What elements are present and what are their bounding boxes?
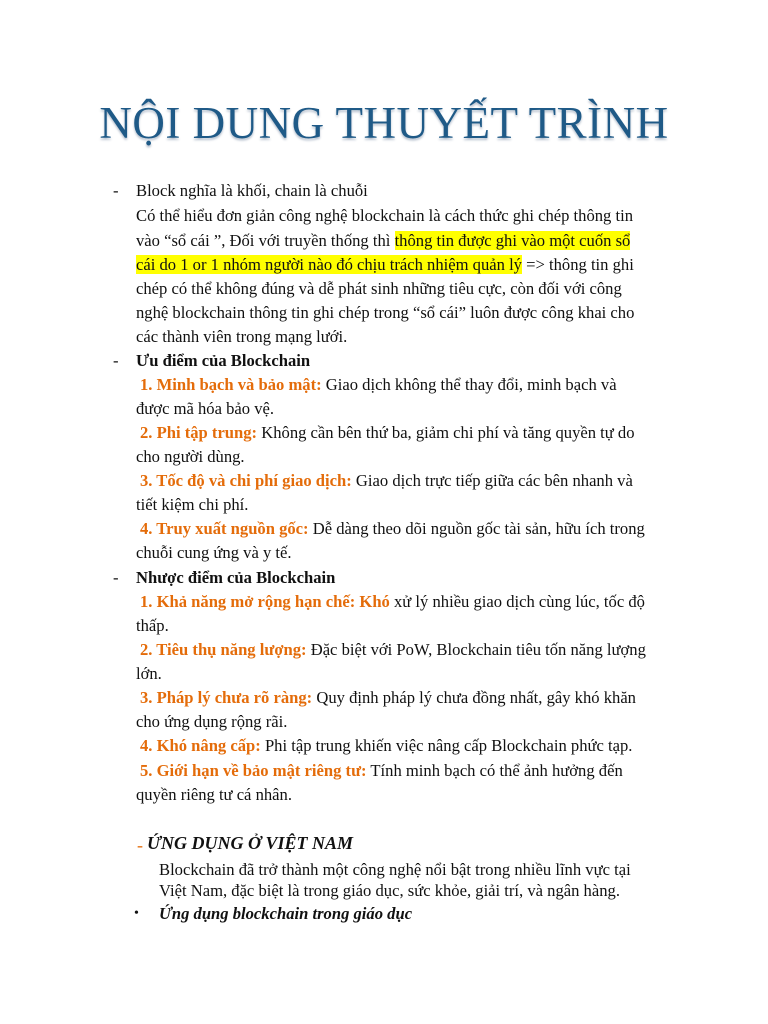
- list-dash: -: [113, 568, 119, 587]
- item-label: 1. Minh bạch và bảo mật:: [140, 375, 322, 394]
- item-text: Phi tập trung khiến việc nâng cấp Blockchain phức tạp.: [260, 736, 633, 755]
- intro-line: Block nghĩa là khối, chain là chuỗi: [136, 181, 368, 200]
- disadvantage-item: [140, 735, 632, 757]
- item-text: Tính minh bạch có thể ảnh hưởng đến: [366, 761, 623, 780]
- intro-text: vào “sổ cái ”, Đối với truyền thống thì: [136, 231, 395, 250]
- advantage-item: [140, 422, 635, 444]
- item-text: cho ứng dụng rộng rãi.: [136, 712, 288, 731]
- disadvantage-item: [140, 639, 646, 661]
- item-label: 1. Khả năng mở rộng hạn chế: Khó: [140, 592, 390, 611]
- intro-line: Có thể hiểu đơn giản công nghệ blockchain là cách thức ghi chép thông tin: [136, 206, 634, 225]
- intro-line: [136, 254, 634, 276]
- intro-text: => thông tin ghi: [521, 255, 634, 274]
- intro-line: [136, 230, 630, 252]
- item-text: Quy định pháp lý chưa đồng nhất, gây khó khăn: [312, 688, 636, 707]
- intro-line: nghệ blockchain thông tin ghi chép trong “sổ cái” luôn được công khai cho: [136, 303, 635, 322]
- advantages-heading: Ưu điểm của Blockchain: [136, 351, 311, 370]
- section-dash: -: [137, 835, 143, 855]
- item-text: được mã hóa bảo vệ.: [136, 399, 275, 418]
- item-text: thấp.: [136, 616, 169, 635]
- item-text: chuỗi cung ứng và y tế.: [136, 543, 292, 562]
- item-label: 2. Tiêu thụ năng lượng:: [140, 640, 307, 659]
- disadvantage-item: [140, 687, 636, 709]
- page-title: NỘI DUNG THUYẾT TRÌNH: [99, 98, 669, 148]
- bullet-item: Ứng dụng blockchain trong giáo dục: [159, 904, 413, 923]
- item-label: 3. Pháp lý chưa rõ ràng:: [140, 688, 313, 707]
- section-heading: ỨNG DỤNG Ở VIỆT NAM: [147, 833, 353, 853]
- disadvantage-item: [140, 591, 645, 613]
- bullet-icon: •: [134, 906, 139, 921]
- item-text: cho người dùng.: [136, 447, 245, 466]
- item-text: Không cần bên thứ ba, giảm chi phí và tăng quyền tự do: [257, 423, 635, 442]
- item-label: 3. Tốc độ và chi phí giao dịch:: [140, 471, 352, 490]
- item-text: Dễ dàng theo dõi nguồn gốc tài sản, hữu ích trong: [308, 519, 645, 538]
- item-text: Đặc biệt với PoW, Blockchain tiêu tốn năng lượng: [306, 640, 646, 659]
- item-label: 4. Khó nâng cấp:: [140, 736, 261, 755]
- list-dash: -: [113, 351, 119, 370]
- section-paragraph: Việt Nam, đặc biệt là trong giáo dục, sức khỏe, giải trí, và ngân hàng.: [159, 881, 620, 900]
- item-label: 4. Truy xuất nguồn gốc:: [140, 519, 309, 538]
- item-label: 5. Giới hạn về bảo mật riêng tư:: [140, 761, 367, 780]
- item-text: tiết kiệm chi phí.: [136, 495, 249, 514]
- disadvantage-item: [140, 760, 623, 782]
- disadvantages-heading: Nhược điểm của Blockchain: [136, 568, 336, 587]
- item-text: Giao dịch trực tiếp giữa các bên nhanh và: [351, 471, 633, 490]
- advantage-item: [140, 518, 645, 540]
- advantage-item: [140, 374, 617, 396]
- section-paragraph: Blockchain đã trở thành một công nghệ nổi bật trong nhiều lĩnh vực tại: [159, 860, 631, 879]
- intro-line: các thành viên trong mạng lưới.: [136, 327, 348, 346]
- highlighted-text: thông tin được ghi vào một cuốn sổ: [394, 231, 631, 250]
- item-text: xử lý nhiều giao dịch cùng lúc, tốc độ: [389, 592, 645, 611]
- list-dash: -: [113, 181, 119, 200]
- advantage-item: [140, 470, 633, 492]
- item-text: lớn.: [136, 664, 162, 683]
- item-label: 2. Phi tập trung:: [140, 423, 258, 442]
- intro-line: chép có thể không đúng và dễ phát sinh những tiêu cực, còn đối với công: [136, 279, 622, 298]
- item-text: quyền riêng tư cá nhân.: [136, 785, 292, 804]
- item-text: Giao dịch không thể thay đổi, minh bạch và: [321, 375, 617, 394]
- highlighted-text: cái do 1 or 1 nhóm người nào đó chịu trách nhiệm quản lý: [136, 255, 522, 274]
